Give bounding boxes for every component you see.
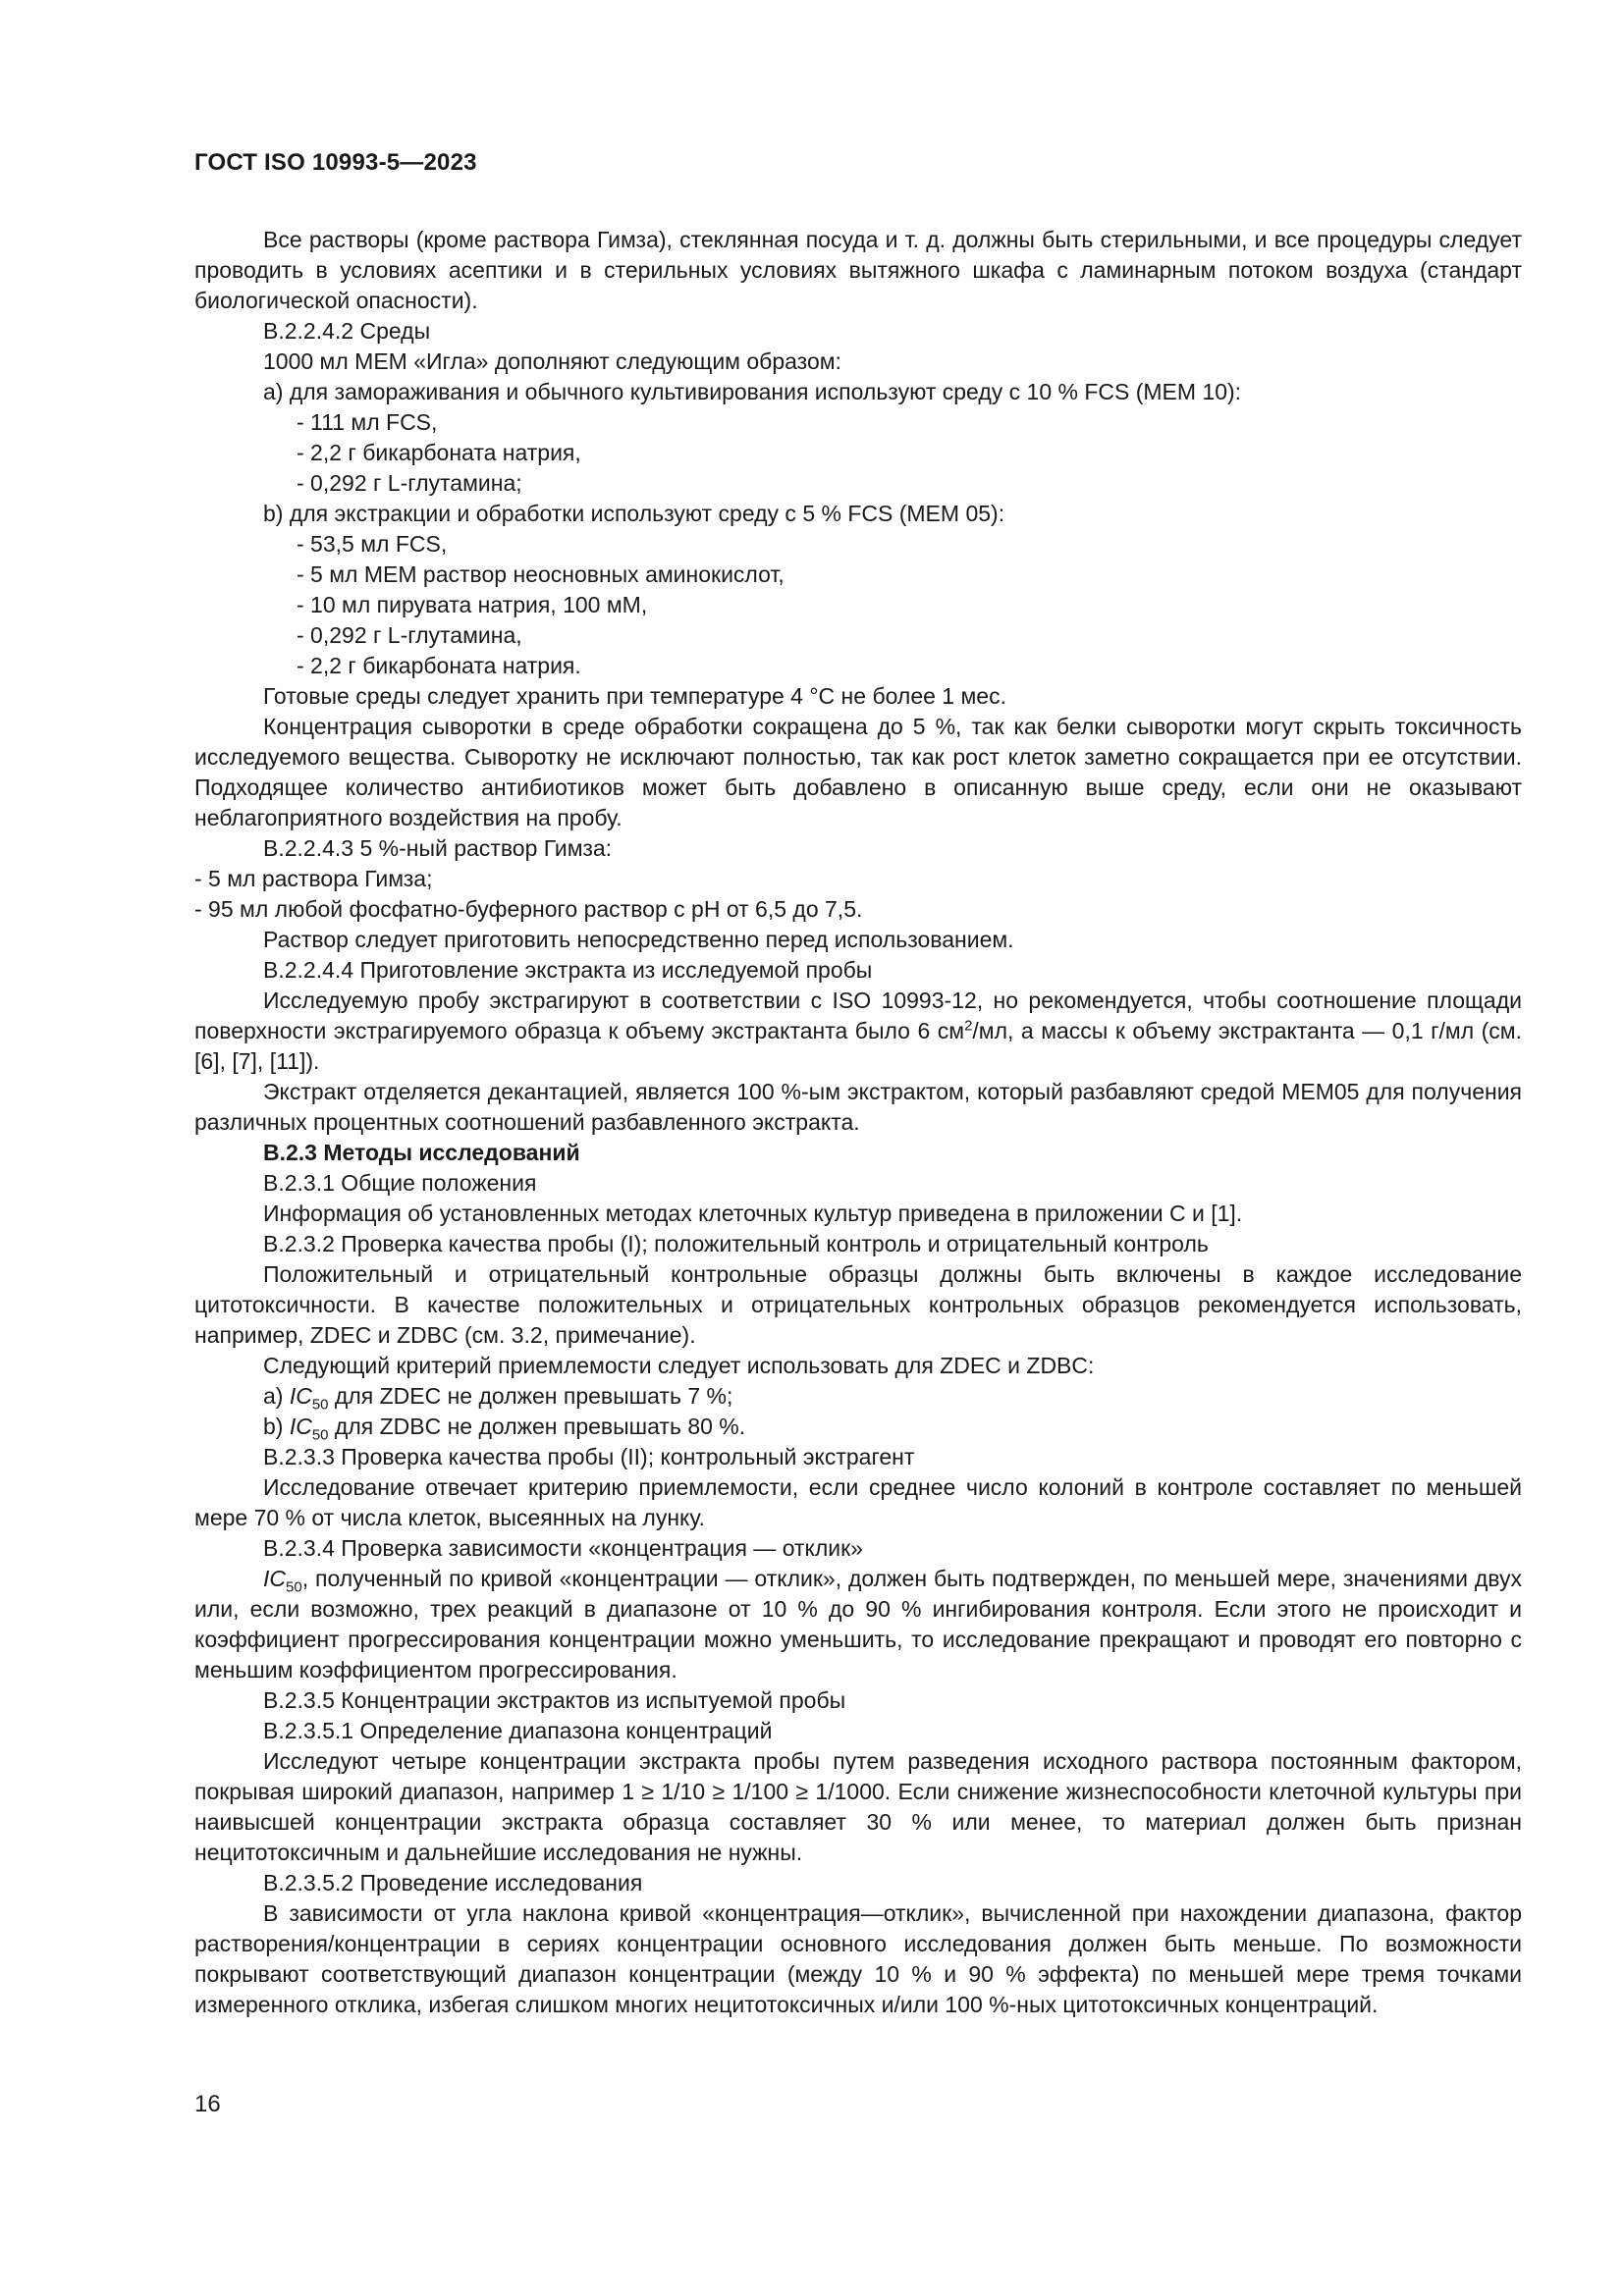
- subscript: 50: [311, 1396, 329, 1414]
- list-subitem: - 2,2 г бикарбоната натрия.: [297, 653, 581, 678]
- heading-b2243: В.2.2.4.3 5 %-ный раствор Гимза:: [263, 835, 613, 861]
- heading-b2351: В.2.3.5.1 Определение диапазона концентраций: [263, 1718, 773, 1743]
- list-subitem: - 95 мл любой фосфатно-буферного раствор с pH от 6,5 до 7,5.: [194, 896, 863, 922]
- paragraph-info: Информация об установленных методах клеточных культур приведена в приложении С и [1].: [263, 1201, 1243, 1226]
- text-run: , полученный по кривой «концентрации — отклик», должен быть подтвержден, по меньшей мере, значениями двух или, если возможно, трех реакций в диапазоне от 10 % до 90 % ингибирования контроля. Если этого не происходит и коэффициент прогрессирования концентрации можно уменьшить, то исследование прекращают и проводят его повторно с меньшим коэффициентом прогрессирования.: [194, 1566, 1522, 1682]
- paragraph-sterility: Все растворы (кроме раствора Гимза), стеклянная посуда и т. д. должны быть стерильными, и все процедуры следует проводить в условиях асептики и в стерильных условиях вытяжного шкафа с ламинарным потоком воздуха (стандарт биологической опасности).: [194, 227, 1522, 313]
- text-run: /мл, а массы к объему экстрактанта — 0,1 г/мл (см. [6], [7], [11]).: [194, 1018, 1522, 1074]
- list-subitem: - 5 мл раствора Гимза;: [194, 866, 433, 891]
- list-subitem: - 53,5 мл FCS,: [297, 531, 448, 557]
- list-subitem: - 111 мл FCS,: [297, 409, 438, 435]
- list-subitem: - 0,292 г L-глутамина,: [297, 622, 522, 648]
- paragraph-serum: Концентрация сыворотки в среде обработки сокращена до 5 %, так как белки сыворотки могут скрыть токсичность исследуемого вещества. Сыворотку не исключают полностью, так как рост клеток заметно сокращается при ее отсутствии. Подходящее количество антибиотиков может быть добавлено в описанную выше среду, если они не оказывают неблагоприятного воздействия на пробу.: [194, 714, 1522, 830]
- paragraph-storage: Готовые среды следует хранить при температуре 4 °C не более 1 мес.: [263, 683, 1006, 709]
- heading-b232: В.2.3.2 Проверка качества пробы (I); положительный контроль и отрицательный контроль: [263, 1231, 1209, 1256]
- text-run: для ZDEC не должен превышать 7 %;: [328, 1383, 733, 1409]
- heading-b233: В.2.3.3 Проверка качества пробы (II); контрольный экстрагент: [263, 1444, 915, 1469]
- list-item-ic-b: [194, 1412, 1522, 1442]
- list-item-ic-a: [194, 1381, 1522, 1412]
- page-number: 16: [194, 2091, 221, 2117]
- list-item-a: а) для замораживания и обычного культивирования используют среду с 10 % FCS (МЕМ 10):: [263, 379, 1242, 404]
- list-subitem: - 10 мл пирувата натрия, 100 мМ,: [297, 592, 648, 617]
- document-body: [194, 225, 1522, 2020]
- paragraph-extraction: [194, 986, 1522, 1077]
- heading-b2244: В.2.2.4.4 Приготовление экстракта из исследуемой пробы: [263, 957, 873, 983]
- list-subitem: - 0,292 г L-глутамина;: [297, 470, 522, 496]
- text-run: Исследуемую пробу экстрагируют в соответствии с ISO 10993-12, но рекомендуется, чтобы соотношение площади поверхности экстрагируемого образца к объему экстрактанта было 6 см: [194, 988, 1522, 1043]
- paragraph-acceptance: Исследование отвечает критерию приемлемости, если среднее число колоний в контроле составляет по меньшей мере 70 % от числа клеток, высеянных на лунку.: [194, 1474, 1522, 1530]
- paragraph-mem: 1000 мл МЕМ «Игла» дополняют следующим образом:: [263, 348, 841, 374]
- list-subitem: - 2,2 г бикарбоната натрия,: [297, 440, 581, 465]
- paragraph-decantation: Экстракт отделяется декантацией, является 100 %-ым экстрактом, который разбавляют средой МЕМ05 для получения различных процентных соотношений разбавленного экстракта.: [194, 1079, 1522, 1135]
- ic-label: IC: [289, 1414, 312, 1439]
- text-run: для ZDBC не должен превышать 80 %.: [328, 1414, 746, 1439]
- heading-b235: В.2.3.5 Концентрации экстрактов из испытуемой пробы: [263, 1687, 846, 1713]
- superscript: 2: [964, 1017, 973, 1035]
- ic-label: IC: [263, 1566, 286, 1591]
- list-marker: а): [263, 1383, 290, 1409]
- paragraph-range: Исследуют четыре концентрации экстракта пробы путем разведения исходного раствора постоянным фактором, покрывая широкий диапазон, например 1 ≥ 1/10 ≥ 1/100 ≥ 1/1000. Если снижение жизнеспособности клеточной культуры при наивысшей концентрации экстракта образца составляет 30 % или менее, то материал должен быть признан нецитотоксичным и дальнейшие исследования не нужны.: [194, 1748, 1522, 1865]
- paragraph-procedure: В зависимости от угла наклона кривой «концентрация—отклик», вычисленной при нахождении диапазона, фактор растворения/концентрации в сериях концентрации основного исследования должен быть меньше. По возможности покрывают соответствующий диапазон концентрации (между 10 % и 90 % эффекта) по меньшей мере тремя точками измеренного отклика, избегая слишком многих нецитотоксичных и/или 100 %-ных цитотоксичных концентраций.: [194, 1900, 1522, 2017]
- paragraph-controls: Положительный и отрицательный контрольные образцы должны быть включены в каждое исследование цитотоксичности. В качестве положительных и отрицательных контрольных образцов рекомендуется использовать, например, ZDEC и ZDBC (см. 3.2, примечание).: [194, 1261, 1522, 1348]
- ic-label: IC: [289, 1383, 312, 1409]
- list-marker: b): [263, 1414, 290, 1439]
- document-header: ГОСТ ISO 10993-5—2023: [194, 149, 477, 176]
- subscript: 50: [286, 1578, 302, 1596]
- heading-b231: В.2.3.1 Общие положения: [263, 1170, 537, 1196]
- paragraph-ic50: [194, 1564, 1522, 1685]
- heading-b2242: В.2.2.4.2 Среды: [263, 318, 431, 344]
- heading-b234: В.2.3.4 Проверка зависимости «концентрация — отклик»: [263, 1535, 863, 1561]
- paragraph-prep: Раствор следует приготовить непосредственно перед использованием.: [263, 927, 1014, 952]
- list-subitem: - 5 мл МЕМ раствор неосновных аминокислот,: [297, 561, 785, 587]
- list-item-b: b) для экстракции и обработки используют среду с 5 % FCS (МЕМ 05):: [263, 501, 1005, 526]
- paragraph-criterion: Следующий критерий приемлемости следует использовать для ZDEC и ZDBC:: [263, 1353, 1095, 1378]
- heading-b23: В.2.3 Методы исследований: [263, 1140, 580, 1165]
- heading-b2352: В.2.3.5.2 Проведение исследования: [263, 1870, 643, 1896]
- subscript: 50: [311, 1426, 329, 1444]
